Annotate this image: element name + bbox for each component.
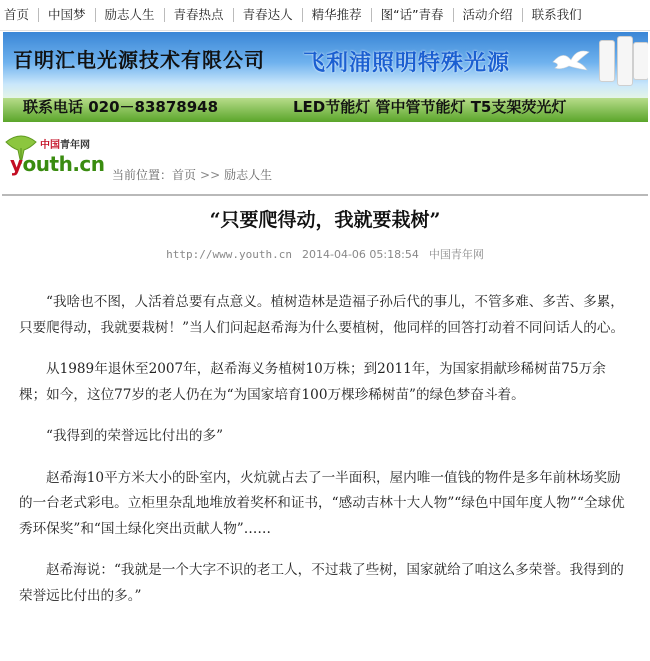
nav-picture-youth[interactable]: 图“话”青春 <box>371 8 453 22</box>
banner-contact-phone: 联系电话 020－83878948 <box>23 98 219 116</box>
dove-icon <box>551 48 591 74</box>
nav-contact-us[interactable]: 联系我们 <box>522 8 591 22</box>
nav-activities[interactable]: 活动介绍 <box>453 8 522 22</box>
nav-youth-talents[interactable]: 青春达人 <box>233 8 302 22</box>
logo-caption <box>40 136 90 151</box>
article-paragraph: “我啥也不图，人活着总要有点意义。植树造林是造福子孙后代的事儿，不管多难、多苦、多累，只要爬得动，我就要栽树！”当人们问起赵希海为什么要植树，他同样的回答打动着不同问话人的心。 <box>19 294 625 336</box>
nav-home[interactable]: 首页 <box>4 7 30 22</box>
site-logo[interactable] <box>4 128 104 186</box>
logo-wordmark-red: y <box>10 152 23 176</box>
nav-youth-hot-topics[interactable]: 青春热点 <box>164 8 233 22</box>
logo-caption-red: 中国 <box>40 140 60 151</box>
article-paragraph: 赵希海10平方米大小的卧室内，火炕就占去了一半面积，屋内唯一值钱的物件是多年前林场奖励的一台老式彩电。立柜里杂乱地堆放着奖杯和证书，“感动吉林十大人物”“绿色中国年度人物”“全球优秀环保奖”和“国土绿化突出贡献人物”…… <box>19 469 625 537</box>
breadcrumb-section-link[interactable]: 励志人生 <box>224 168 273 182</box>
nav-featured[interactable]: 精华推荐 <box>302 8 371 22</box>
header-divider <box>2 194 648 196</box>
banner-products: LED节能灯 管中管节能灯 T5支架荧光灯 <box>293 98 567 116</box>
logo-wordmark-green: outh.cn <box>22 152 105 176</box>
breadcrumb-prefix: 当前位置： <box>112 168 173 182</box>
article-url[interactable]: http://www.youth.cn <box>166 248 292 261</box>
lamp-icon <box>599 40 615 82</box>
banner-company-name: 百明汇电光源技术有限公司 <box>13 48 265 72</box>
article-meta <box>0 246 650 262</box>
article-datetime: 2014-04-06 05:18:54 <box>302 248 419 261</box>
breadcrumb <box>112 166 272 183</box>
nav-china-dream[interactable]: 中国梦 <box>38 8 95 22</box>
logo-caption-dark: 青年网 <box>60 140 90 151</box>
article-paragraph: 从1989年退休至2007年，赵希海义务植树10万株；到2011年，为国家捐献珍稀树苗75万余棵；如今，这位77岁的老人仍在为“为国家培育100万棵珍稀树苗”的绿色梦奋斗着。 <box>19 361 606 403</box>
nav-inspiring-life[interactable]: 励志人生 <box>95 8 164 22</box>
article-body <box>19 290 631 625</box>
logo-wordmark <box>10 152 105 176</box>
advertisement-banner[interactable] <box>3 32 648 122</box>
lamp-icon <box>617 36 633 86</box>
article-subheading: “我得到的荣誉远比付出的多” <box>46 428 224 444</box>
lamp-icon <box>633 42 648 80</box>
article-paragraph: 赵希海说：“我就是一个大字不识的老工人，不过栽了些树，国家就给了咱这么多荣誉。我得到的荣誉远比付出的多。” <box>19 562 624 604</box>
breadcrumb-home-link[interactable]: 首页 <box>172 168 197 182</box>
article-title: “只要爬得动，我就要栽树” <box>209 209 441 231</box>
banner-slogan: 飞利浦照明特殊光源 <box>303 51 511 76</box>
top-navigation <box>0 0 650 31</box>
breadcrumb-separator: >> <box>200 168 221 182</box>
article-source[interactable]: 中国青年网 <box>428 248 484 261</box>
